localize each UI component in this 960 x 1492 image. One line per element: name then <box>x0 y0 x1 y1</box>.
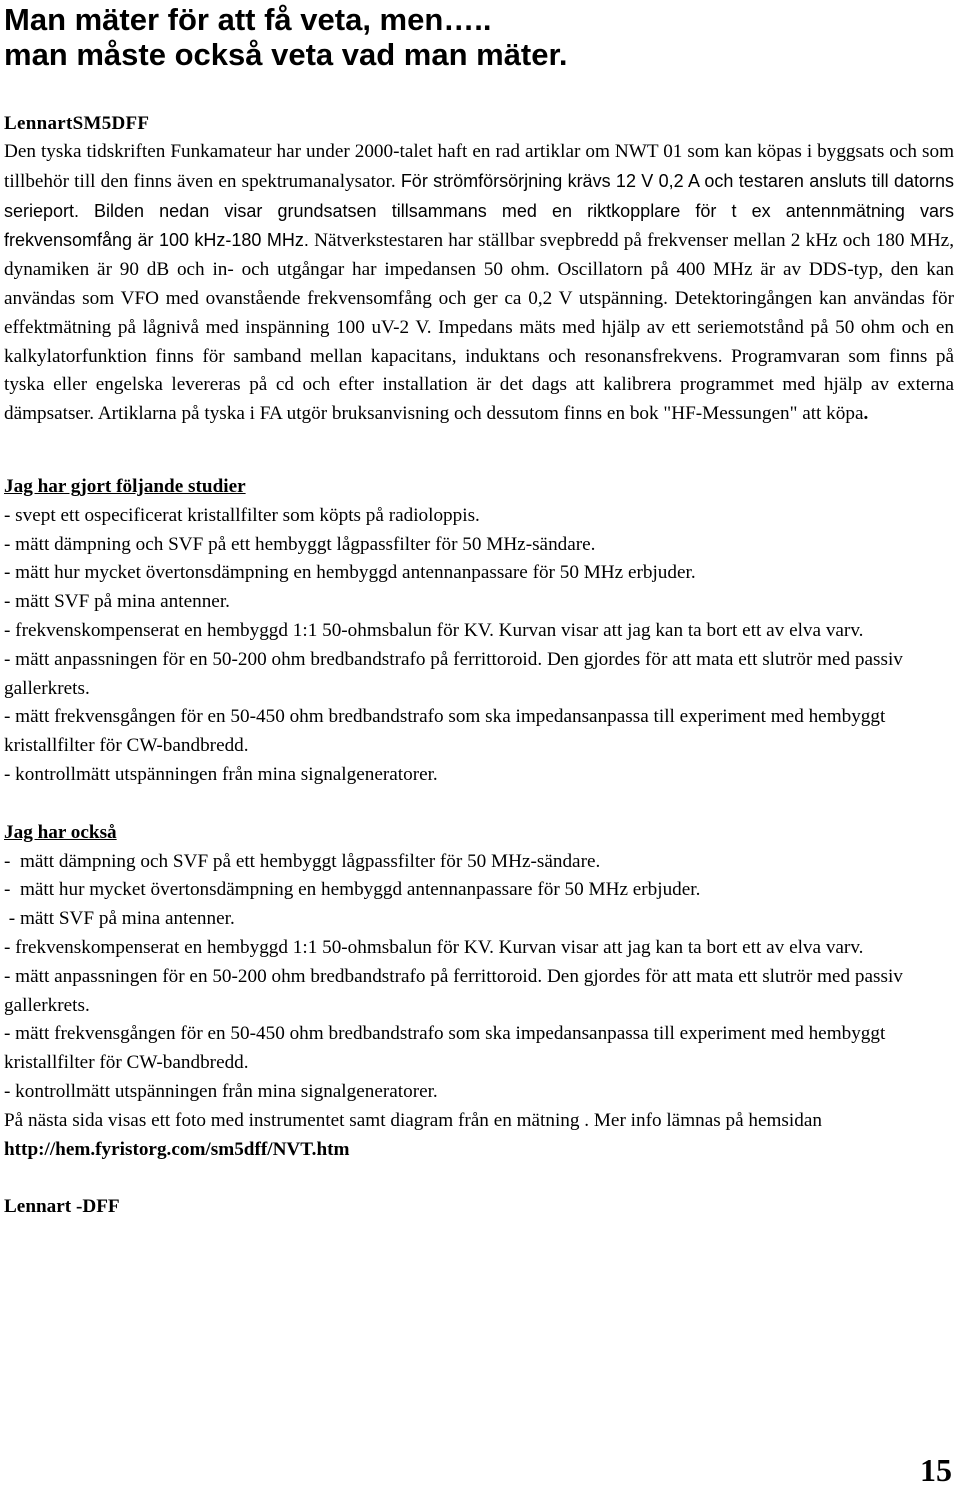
intro-sentence: Bilden nedan visar grundsatsen tillsammans med en riktkopplare för t ex antennmätning vars frekvensomfång är 100 kHz-180 MHz. <box>4 200 955 251</box>
intro-sentence: Oscillatorn på 400 MHz är av DDS-typ, den kan användas som VFO med ovanstående frekvensomfång och ger ca 0,2 V utspänning. <box>4 259 954 309</box>
list-item: - kontrollmätt utspänningen från mina signalgeneratorer. <box>4 763 438 785</box>
homepage-link[interactable]: http://hem.fyristorg.com/sm5dff/NVT.htm <box>4 1138 350 1160</box>
page-title <box>4 0 954 72</box>
document-page <box>4 0 954 1222</box>
list-item: - mätt hur mycket övertonsdämpning en hembyggd antennanpassare för 50 MHz erbjuder. <box>4 562 696 584</box>
list-item: - mätt SVF på mina antenner. <box>4 591 230 613</box>
list-item: - frekvenskompenserat en hembyggd 1:1 50-ohmsbalun för KV. Kurvan visar att jag kan ta bort ett av elva varv. <box>4 936 864 958</box>
signature: Lennart -DFF <box>4 1196 120 1218</box>
intro-sentence: Artiklarna på tyska i FA utgör bruksanvisning och dessutom finns en bok "HF-Messungen" att köpa <box>97 403 864 425</box>
author-byline: LennartSM5DFF <box>4 113 150 134</box>
intro-paragraph <box>4 138 954 429</box>
list-item: - mätt anpassningen för en 50-200 ohm bredbandstrafo på ferrittoroid. Den gjordes för att mata ett slutrör med passiv gallerkrets. <box>4 965 903 1016</box>
list-item: - mätt anpassningen för en 50-200 ohm bredbandstrafo på ferrittoroid. Den gjordes för att mata ett slutrör med passiv gallerkrets. <box>4 648 903 699</box>
studies-heading: Jag har gjort följande studier <box>4 475 246 497</box>
intro-sentence: Nätverkstestaren har ställbar svepbredd på frekvenser mellan 2 kHz och 180 MHz, dynamiken är 90 dB och in- och utgångar har impedansen 50 ohm. <box>4 230 954 281</box>
list-item: - mätt SVF på mina antenner. <box>4 908 235 930</box>
studies-section <box>4 473 954 790</box>
intro-sentence: Den tyska tidskriften Funkamateur har under 2000-talet haft en rad artiklar om NWT 01 som kan köpas i byggsats och som tillbehör till den finns även en spektrumanalysator. <box>4 141 954 192</box>
intro-sentence: Impedans mäts med hjälp av ett seriemotstånd på 50 ohm och en kalkylatorfunktion finns för samband mellan kapacitans, induktans och resonansfrekvens. <box>4 316 954 367</box>
title-line-2: man måste också veta vad man mäter. <box>4 37 568 72</box>
page-number: 15 <box>920 1452 952 1488</box>
closing-paragraph <box>4 1107 954 1165</box>
intro-sentence: Programvaran som finns på tyska eller engelska levereras på cd och efter installation är det dags att kalibrera programmet med hjälp av externa dämpsatser. <box>4 345 955 425</box>
list-item: - mätt dämpning och SVF på ett hembyggt lågpassfilter för 50 MHz-sändare. <box>4 533 596 555</box>
also-section <box>4 819 954 1165</box>
intro-sentence: Detektoringången kan användas för effektmätning på lågnivå med inspänning 100 uV-2 V. <box>4 287 954 338</box>
title-line-1: Man mäter för att få veta, men….. <box>4 2 492 37</box>
list-item: - mätt hur mycket övertonsdämpning en hembyggd antennanpassare för 50 MHz erbjuder. <box>4 879 701 901</box>
list-item: - frekvenskompenserat en hembyggd 1:1 50-ohmsbalun för KV. Kurvan visar att jag kan ta bort ett av elva varv. <box>4 619 864 641</box>
list-item: - svept ett ospecificerat kristallfilter som köpts på radioloppis. <box>4 504 480 526</box>
closing-text: På nästa sida visas ett foto med instrumentet samt diagram från en mätning . Mer info lämnas på hemsidan <box>4 1109 822 1131</box>
list-item: - kontrollmätt utspänningen från mina signalgeneratorer. <box>4 1080 438 1102</box>
also-heading: Jag har också <box>4 821 117 843</box>
intro-sentence: För strömförsörjning krävs 12 V 0,2 A och testaren ansluts till datorns serieport. <box>4 170 954 221</box>
list-item: - mätt frekvensgången för en 50-450 ohm bredbandstrafo som ska impedansanpassa till experiment med hembyggt kristallfilter för CW-bandbredd. <box>4 706 886 757</box>
intro-final-period: . <box>863 403 869 425</box>
list-item: - mätt dämpning och SVF på ett hembyggt lågpassfilter för 50 MHz-sändare. <box>4 850 601 872</box>
list-item: - mätt frekvensgången för en 50-450 ohm bredbandstrafo som ska impedansanpassa till experiment med hembyggt kristallfilter för CW-bandbredd. <box>4 1023 886 1074</box>
